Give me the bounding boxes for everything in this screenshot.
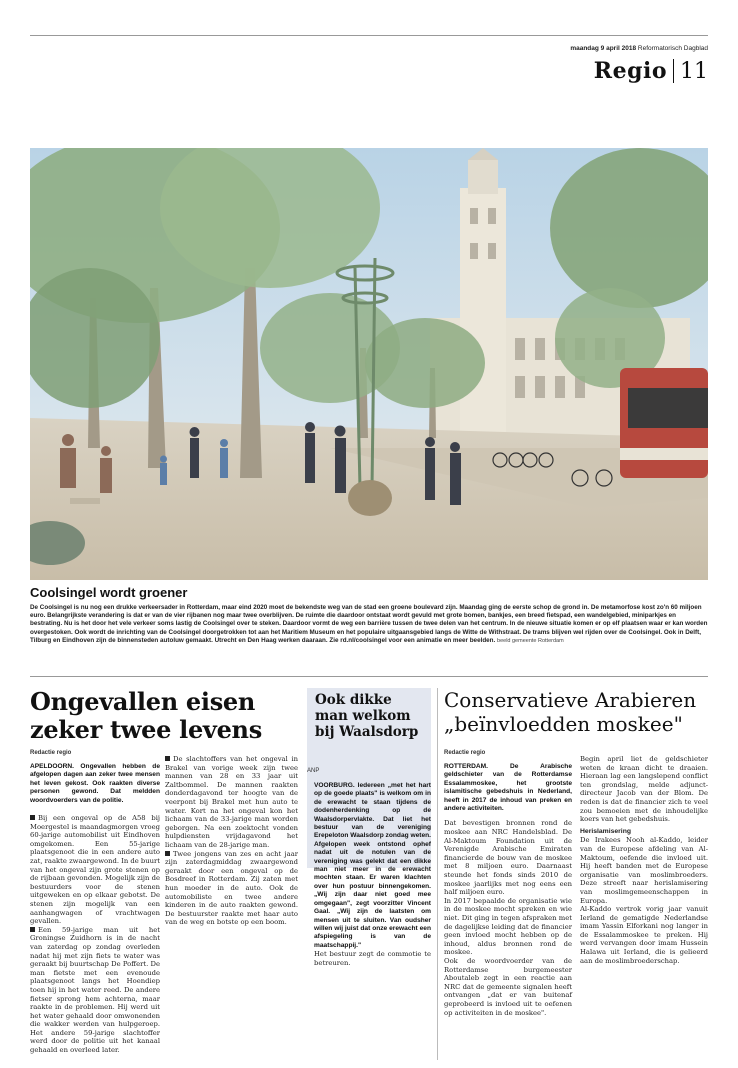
article1-paragraph: Twee jongens van zes en acht jaar zijn zaterdagmiddag zwaargewond geraakt door een ongeval op de Bosdreef in Rotterdam. Zij zaten met hun moeder in de auto. Ook de automobiliste en twee andere kinderen in de auto raakten gewond. De bestuurster raakte met haar auto van de weg en botste op een boom. <box>165 849 298 927</box>
article3-lead: ROTTERDAM. De Arabische geldschieter van de Rotterdamse Essalammoskee, het grootste islamitische gebedshuis in Nederland, heeft in 2017 de inhoud van preken en andere activiteiten. <box>444 763 572 813</box>
section-divider <box>673 59 674 83</box>
article3-column1 <box>444 763 572 1017</box>
article2-body <box>314 782 431 967</box>
dateline <box>570 45 708 52</box>
street-illustration <box>30 148 708 580</box>
article1-column2 <box>165 755 298 927</box>
article3-paragraph: Ook de woordvoerder van de Rotterdamse burgemeester Aboutaleb zegt in een reactie aan NRC dat de gemeente signalen heeft ontvangen „dat er van buitenaf geprobeerd is invloed uit te oefenen op activiteiten in de moskee". <box>444 956 572 1017</box>
article1-byline: Redactie regio <box>30 750 72 756</box>
article3-paragraph: De Irakees Nooh al-Kaddo, leider van de Europese afdeling van Al-Maktoum, oefende die invloed uit. Hij heeft banden met de Europese organisatie van moslimbroeders. Deze streeft naar herislamisering van moslimgemeenschappen in Europa. <box>580 836 708 905</box>
article1-paragraph: De slachtoffers van het ongeval in Brakel van vorige week zijn twee mannen van 28 en 33 jaar uit Zaltbommel. De mannen raakten donderdagavond ter hoogte van de veerpont bij Brakel met hun auto te water. Kort na het ongeval kon het lichaam van de 33-jarige man worden geborgen. Na een zoektocht vonden hulpdiensten vrijdagavond het lichaam van de 28-jarige man. <box>165 755 298 849</box>
caption-text: De Coolsingel is nu nog een drukke verkeersader in Rotterdam, maar eind 2020 moet de bekendste weg van de stad een groene boulevard zijn. Maandag ging de eerste schop de grond in. De metamorfose kost zo'n 60 miljoen euro. Belangrijkste verandering is dat er van de vier rijbanen nog maar twee overblijven. De ruimte die daardoor ontstaat wordt gevuld met grote bomen, bankjes, een breed fietspad, een wandelgebied, miniparkjes en bestrating. Nu is het door het vele verkeer soms lastig de Coolsingel over te steken. Daardoor vormt de weg een barrière tussen de twee delen van het centrum. In de nieuwe situatie komen er op elf plaatsen waar er kan worden overgestoken. Ook wordt de inrichting van de Coolsingel doorgetrokken tot aan het Maritiem Museum en het populaire uitgaansgebied langs de Witte de Withstraat. De trams blijven wel rijden over de Coolsingel. Ook in Delft, Tilburg en Eindhoven zijn de binnensteden autoluw gemaakt. Utrecht en Den Haag werken daaraan. Zie rd.nl/coolsingel voor een animatie en meer beelden. <box>30 604 708 644</box>
article2-byline: ANP <box>307 768 320 774</box>
article2-lead: VOORBURG. Iedereen „met het hart op de goede plaats" is welkom om in de erewacht te staan tijdens de dodenherdenking op de Waalsdorpervlakte. Dat liet het bestuur van de vereniging Erepeloton Waalsdorp zondag weten. Afgelopen week ontstond ophef nadat uit de notulen van de vereniging was gelekt dat een dikke man niet meer in de erewacht mochten staan. Er waren klachten over hun postuur binnengekomen. „Wij zijn daar niet goed mee omgegaan", zegt voorzitter Vincent Gaal. „Wij zijn de laatsten om mensen uit te sluiten. Van oudsher willen wij juist dat onze erewacht een afspiegeling is van de maatschappij." <box>314 782 431 949</box>
paper-name: Reformatorisch Dagblad <box>637 45 708 52</box>
photo-credit: beeld gemeente Rotterdam <box>497 637 564 644</box>
article1-lead: APELDOORN. Ongevallen hebben de afgelopen dagen aan zeker twee mensen het leven gekost. Ook raakten diverse personen gewond. Dat meldden woordvoerders van de politie. <box>30 763 160 804</box>
bullet-square <box>165 756 170 761</box>
article3-paragraph: Dat bevestigen bronnen rond de moskee aan NRC Handelsblad. De Al-Maktoum Foundation uit de Verenigde Arabische Emiraten financierde de bouw van de moskee met 8 miljoen euro. Daarnaast steunde het fonds sinds 2010 de moskee jaarlijks met nog eens een half miljoen euro. <box>444 819 572 897</box>
issue-date: maandag 9 april 2018 <box>570 45 637 52</box>
article3-headline: Conservatieve Arabieren „beïnvloedden moskee" <box>444 688 697 736</box>
photo-caption <box>30 604 708 645</box>
column-divider <box>437 688 438 1060</box>
article3-byline: Redactie regio <box>444 750 486 756</box>
article1-headline: Ongevallen eisen zeker twee levens <box>30 687 262 744</box>
article1-paragraph: Bij een ongeval op de A58 bij Moergestel is maandagmorgen vroeg 60-jarige automobilist uit Eindhoven omgekomen. Een 55-jarige plaatsgenoot die in een andere auto zat, raakte zwaargewond. In de buurt van het ongeval zijn grote stenen op de rijbaan gevonden. Mogelijk zijn de bestuurders voor de stenen uitgeweken en op elkaar gebotst. De stenen zijn mogelijk van een aanhangwagen of vrachtwagen gevallen. <box>30 814 161 926</box>
article2-paragraph: Het bestuur zegt de commotie te betreuren. <box>314 950 431 967</box>
section-header <box>594 58 708 84</box>
article1-column1 <box>30 763 160 1055</box>
article3-paragraph: Al-Kaddo vertrok vorig jaar vanuit Ierland de gematigde Nederlandse imam Yassin Elforkani nog langer in de Essalammoskee te preken. Hij werd vervangen door imam Hussein Halawa uit Ierland, die is gelieerd aan de moslimbroederschap. <box>580 905 708 965</box>
bullet-square <box>30 927 35 932</box>
tram <box>620 368 708 478</box>
article3-column2 <box>580 755 708 965</box>
page-number: 11 <box>680 58 708 84</box>
article3-subhead: Herislamisering <box>580 827 631 835</box>
article3-paragraph: In 2017 bepaalde de organisatie wie in de moskee mocht spreken en wie niet. Dit ging in tegen afspraken met de dagelijkse leiding dat de financier geen invloed mocht hebben op de inhoud, aldus bronnen rond de moskee. <box>444 896 572 957</box>
bullet-square <box>165 851 170 856</box>
photo-headline: Coolsingel wordt groener <box>30 585 188 600</box>
article1-paragraph: Een 59-jarige man uit het Groningse Zuidhorn is in de nacht van zaterdag op zondag overleden nadat hij met zijn fiets te water was geraakt bij buurtschap De Poffert. De man fietste met een evenoude plaatsgenoot langs het Hoendiep toen hij in het water reed. De andere fietser sprong hem achterna, maar raakte in de problemen. Hij werd uit het water gehaald door omwonenden die wakker werden van hulpgeroep. Het andere 59-jarige slachtoffer werd door de politie uit het kanaal gehaald en overleed later. <box>30 925 160 1055</box>
section-title: Regio <box>593 58 667 84</box>
top-rule <box>30 35 708 36</box>
bullet-square <box>30 815 35 820</box>
section-rule <box>30 676 708 677</box>
article3-paragraph: Begin april liet de geldschieter weten de kraan dicht te draaien. Hieraan lag een langslepend conflict ten grondslag, melde adjunct-directeur Jacob van der Blom. De reden is dat de financier zich te veel zou bemoeien met de inhoudelijke koers van het gebedshuis. <box>580 755 708 824</box>
article2-headline: Ook dikke man welkom bij Waalsdorp <box>315 692 419 740</box>
rock <box>348 480 392 516</box>
